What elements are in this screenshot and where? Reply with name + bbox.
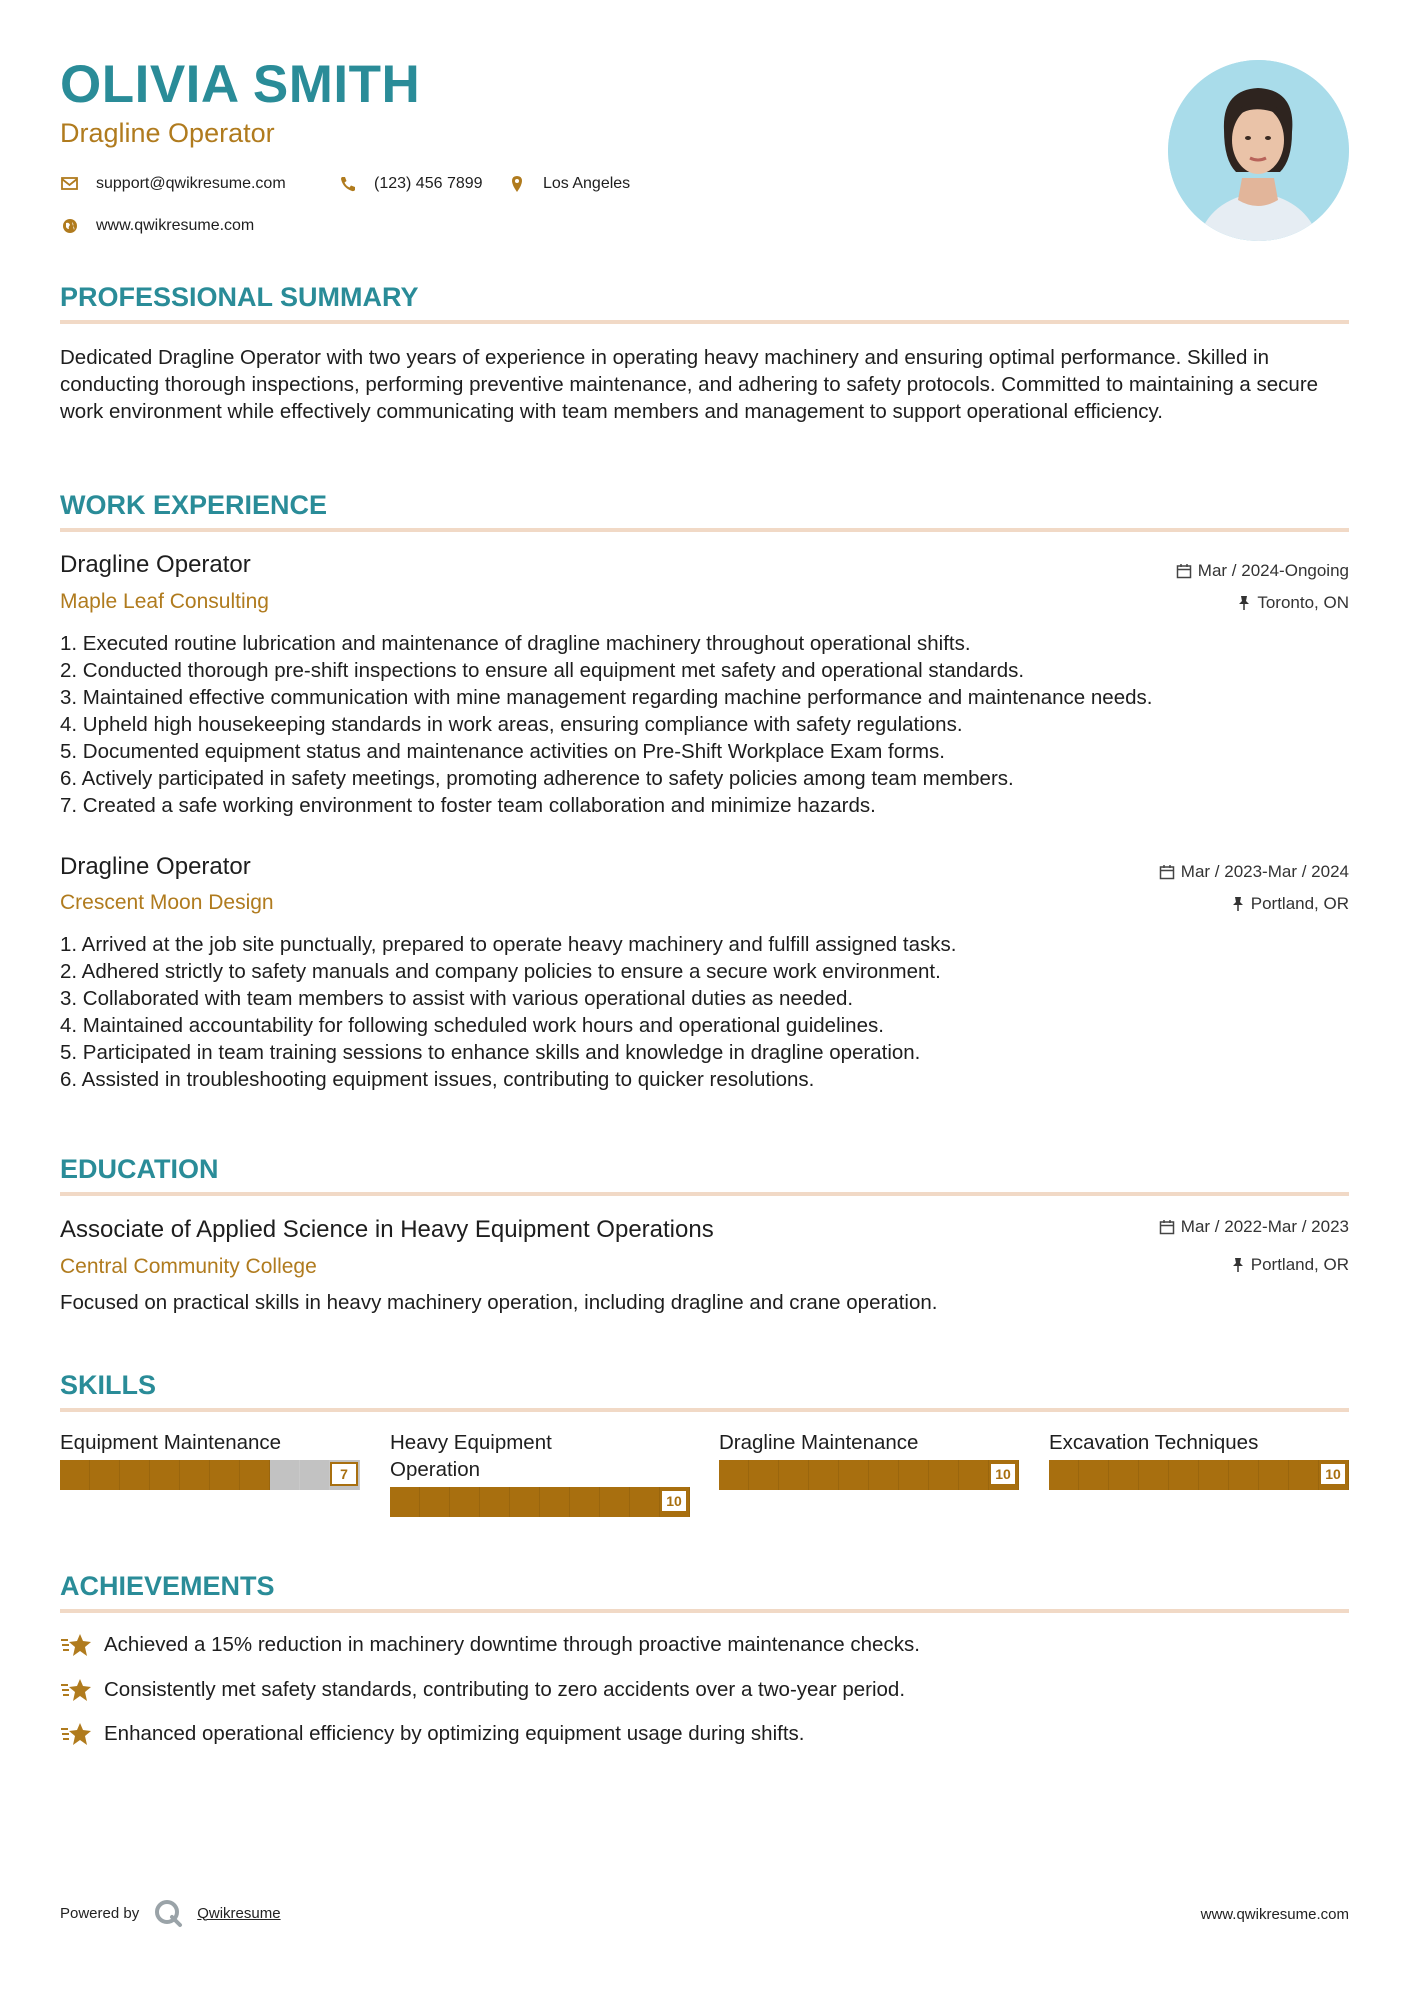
- globe-icon: [60, 216, 80, 236]
- job-bullets: [60, 931, 1360, 1093]
- achievements-divider: [60, 1609, 1349, 1613]
- pushpin-icon: [1237, 595, 1251, 611]
- skill-level: 10: [1319, 1462, 1347, 1486]
- contact-location: [507, 174, 630, 194]
- skill-bar-segment: [270, 1460, 300, 1490]
- skill-name: Equipment Maintenance: [60, 1431, 282, 1454]
- footer-url[interactable]: www.qwikresume.com: [1200, 1906, 1349, 1923]
- skill-bar-segment: [1199, 1460, 1229, 1490]
- list-item: 4. Maintained accountability for following scheduled work hours and operational guidelines.: [60, 1014, 884, 1037]
- achievement-item: [60, 1632, 920, 1658]
- skill-bar-segment: [1259, 1460, 1289, 1490]
- skill-bar-segment: [240, 1460, 270, 1490]
- skill-bar-segment: [60, 1460, 90, 1490]
- pushpin-icon: [1231, 1257, 1245, 1273]
- skill-bar-segment: [480, 1487, 510, 1517]
- education-heading: EDUCATION: [60, 1154, 219, 1184]
- skill-item: [390, 1429, 690, 1517]
- job-dates: [1159, 863, 1349, 880]
- skill-bar: [719, 1460, 1019, 1490]
- skill-bar-segment: [1109, 1460, 1139, 1490]
- experience-divider: [60, 528, 1349, 532]
- skill-name: Heavy Equipment Operation: [390, 1431, 552, 1481]
- school-name: Central Community College: [60, 1255, 317, 1278]
- avatar: [1168, 60, 1349, 241]
- degree-title: Associate of Applied Science in Heavy Equipment Operations: [60, 1216, 714, 1243]
- skill-item: [719, 1429, 1019, 1490]
- summary-heading: PROFESSIONAL SUMMARY: [60, 282, 419, 312]
- job-dates-text: Mar / 2024-Ongoing: [1197, 561, 1349, 580]
- skill-bar-segment: [90, 1460, 120, 1490]
- skill-bar-segment: [1139, 1460, 1169, 1490]
- skill-bar-segment: [929, 1460, 959, 1490]
- job-bullets: [60, 630, 1360, 819]
- skill-bar-segment: [510, 1487, 540, 1517]
- calendar-icon: [1159, 864, 1175, 880]
- list-item: 5. Participated in team training sessions to enhance skills and knowledge in dragline operation.: [60, 1041, 921, 1064]
- envelope-icon: [60, 174, 80, 194]
- education-dates: [1159, 1218, 1349, 1235]
- calendar-icon: [1176, 563, 1192, 579]
- job-location-text: Toronto, ON: [1257, 593, 1349, 612]
- achievement-text: Achieved a 15% reduction in machinery downtime through proactive maintenance checks.: [104, 1633, 920, 1656]
- list-item: 2. Conducted thorough pre-shift inspections to ensure all equipment met safety and operational standards.: [60, 659, 1025, 682]
- brand-link[interactable]: Qwikresume: [197, 1904, 281, 1922]
- list-item: 3. Maintained effective communication with mine management regarding machine performance and maintenance needs.: [60, 686, 1153, 709]
- education-dates-text: Mar / 2022-Mar / 2023: [1180, 1217, 1349, 1236]
- job-location-text: Portland, OR: [1250, 894, 1349, 913]
- skill-level: 10: [989, 1462, 1017, 1486]
- skill-bar: [1049, 1460, 1349, 1490]
- pushpin-icon: [1231, 896, 1245, 912]
- phone-text: (123) 456 7899: [374, 175, 483, 192]
- summary-text: Dedicated Dragline Operator with two years of experience in operating heavy machinery and ensuring optimal performance. Skilled in conducting thorough inspections, performing preventive maintenance, and adhering to safety protocols. Committed to maintaining a secure work environment while effectively communicating with team members and management to support operational efficiency.: [60, 346, 1319, 423]
- candidate-title: Dragline Operator: [60, 118, 275, 148]
- footer-powered-by: [60, 1898, 281, 1928]
- list-item: 1. Arrived at the job site punctually, prepared to operate heavy machinery and fulfill assigned tasks.: [60, 933, 957, 956]
- skill-bar-segment: [600, 1487, 630, 1517]
- contact-email[interactable]: [60, 174, 286, 194]
- skill-bar-segment: [899, 1460, 929, 1490]
- skill-bar-segment: [839, 1460, 869, 1490]
- star-icon: [60, 1721, 92, 1747]
- star-icon: [60, 1677, 92, 1703]
- list-item: 6. Actively participated in safety meetings, promoting adherence to safety policies among team members.: [60, 767, 1014, 790]
- skill-bar-segment: [959, 1460, 989, 1490]
- job-company: Maple Leaf Consulting: [60, 590, 269, 613]
- skill-bar-segment: [120, 1460, 150, 1490]
- skill-bar-segment: [210, 1460, 240, 1490]
- list-item: 5. Documented equipment status and maintenance activities on Pre-Shift Workplace Exam forms.: [60, 740, 945, 763]
- skill-bar-segment: [1289, 1460, 1319, 1490]
- list-item: 3. Collaborated with team members to assist with various operational duties as needed.: [60, 987, 854, 1010]
- skill-name: Dragline Maintenance: [719, 1431, 919, 1454]
- skill-bar-segment: [1169, 1460, 1199, 1490]
- education-location: [1231, 1256, 1349, 1273]
- email-text: support@qwikresume.com: [96, 175, 286, 192]
- job-dates-text: Mar / 2023-Mar / 2024: [1180, 862, 1349, 881]
- skill-bar-segment: [630, 1487, 660, 1517]
- skill-bar-segment: [869, 1460, 899, 1490]
- skill-bar-segment: [809, 1460, 839, 1490]
- achievement-text: Enhanced operational efficiency by optimizing equipment usage during shifts.: [104, 1722, 805, 1745]
- contact-website[interactable]: [60, 216, 254, 236]
- skill-bar-segment: [779, 1460, 809, 1490]
- education-description: Focused on practical skills in heavy machinery operation, including dragline and crane operation.: [60, 1291, 938, 1314]
- skill-bar-segment: [150, 1460, 180, 1490]
- skill-bar: [390, 1487, 690, 1517]
- list-item: 7. Created a safe working environment to foster team collaboration and minimize hazards.: [60, 794, 876, 817]
- skill-bar-segment: [719, 1460, 749, 1490]
- list-item: 1. Executed routine lubrication and maintenance of dragline machinery throughout operational shifts.: [60, 632, 971, 655]
- candidate-name: OLIVIA SMITH: [60, 55, 421, 114]
- skill-level: 10: [660, 1489, 688, 1513]
- skill-item: [60, 1429, 360, 1490]
- skill-bar-segment: [1049, 1460, 1079, 1490]
- skill-bar-segment: [180, 1460, 210, 1490]
- achievements-heading: ACHIEVEMENTS: [60, 1571, 275, 1601]
- powered-by-label: Powered by: [60, 1904, 140, 1922]
- skill-bar: [60, 1460, 360, 1490]
- star-icon: [60, 1632, 92, 1658]
- education-divider: [60, 1192, 1349, 1196]
- experience-heading: WORK EXPERIENCE: [60, 490, 328, 520]
- skill-bar-segment: [749, 1460, 779, 1490]
- job-location: [1237, 594, 1349, 611]
- profile-photo: [1168, 60, 1349, 241]
- education-location-text: Portland, OR: [1250, 1255, 1349, 1274]
- location-text: Los Angeles: [543, 175, 631, 192]
- resume-page: [60, 0, 1349, 1990]
- qwikresume-logo-icon: [153, 1898, 183, 1928]
- phone-icon: [338, 174, 358, 194]
- skills-heading: SKILLS: [60, 1370, 157, 1400]
- skill-bar-segment: [1079, 1460, 1109, 1490]
- summary-divider: [60, 320, 1349, 324]
- skill-name: Excavation Techniques: [1049, 1431, 1259, 1454]
- skills-divider: [60, 1408, 1349, 1412]
- job-company: Crescent Moon Design: [60, 891, 274, 914]
- skill-level: 7: [330, 1462, 358, 1486]
- job-title: Dragline Operator: [60, 551, 251, 578]
- skill-bar-segment: [300, 1460, 330, 1490]
- job-dates: [1176, 562, 1349, 579]
- job-title: Dragline Operator: [60, 853, 251, 880]
- skill-bar-segment: [570, 1487, 600, 1517]
- list-item: 2. Adhered strictly to safety manuals and company policies to ensure a secure work environment.: [60, 960, 941, 983]
- achievement-item: [60, 1677, 905, 1703]
- list-item: 6. Assisted in troubleshooting equipment issues, contributing to quicker resolutions.: [60, 1068, 815, 1091]
- job-location: [1231, 895, 1349, 912]
- calendar-icon: [1159, 1219, 1175, 1235]
- skill-bar-segment: [420, 1487, 450, 1517]
- skill-bar-segment: [1229, 1460, 1259, 1490]
- contact-phone[interactable]: [338, 174, 483, 194]
- list-item: 4. Upheld high housekeeping standards in work areas, ensuring compliance with safety regulations.: [60, 713, 963, 736]
- skill-bar-segment: [450, 1487, 480, 1517]
- map-pin-icon: [507, 174, 527, 194]
- skill-bar-segment: [540, 1487, 570, 1517]
- skill-bar-segment: [390, 1487, 420, 1517]
- achievement-text: Consistently met safety standards, contributing to zero accidents over a two-year period.: [104, 1678, 906, 1701]
- website-text: www.qwikresume.com: [96, 217, 255, 234]
- skill-item: [1049, 1429, 1349, 1490]
- achievement-item: [60, 1721, 804, 1747]
